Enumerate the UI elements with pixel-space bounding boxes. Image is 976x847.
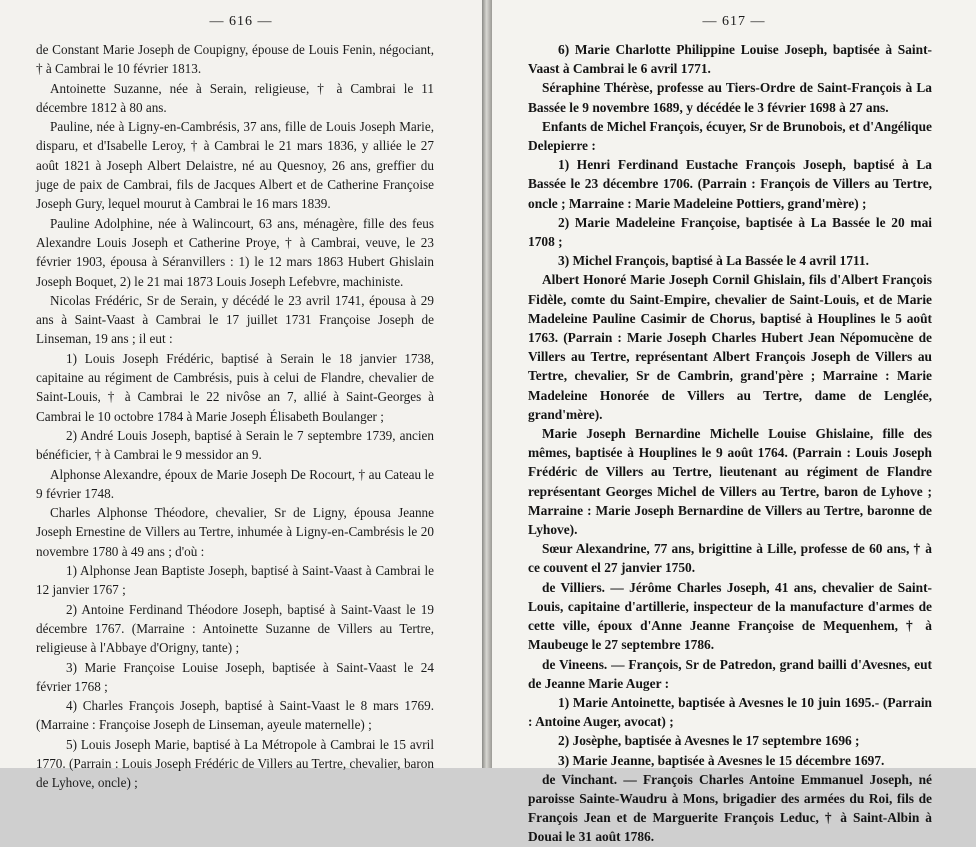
page-number: — 616 — xyxy=(209,14,273,29)
list-item: 2) Josèphe, baptisée à Avesnes le 17 septembre 1696 ; xyxy=(558,733,860,749)
page-text xyxy=(36,40,434,793)
paragraph: Albert Honoré Marie Joseph Cornil Ghislain, fils d'Albert François Fidèle, comte du Saint-Empire, chevalier de Saint-Louis, et de Marie Madeleine Pauline Casimir de Chorus, baptisé à Houplines le 5 août 1763. (Parrain : Marie Joseph Charles Hubert Jean Népomucène de Villers au Tertre, représentant Albert François Joseph de Villers au Tertre, chevalier, Sr de Cambrin, grand'père ; Marraine : Marie Madeleine Honorée de Villers au Tertre, dame de Lenglée, grand'mère). xyxy=(528,272,932,422)
paragraph: Marie Joseph Bernardine Michelle Louise Ghislaine, fille des mêmes, baptisée à Houplines le 9 août 1764. (Parrain : Louis Joseph Frédéric de Villers au Tertre, lieutenant au régiment de Flandre représentant Georges Michel de Villers au Tertre, baron de Lyhove ; Marraine : Marie Joseph Bernardine de Villers au Tertre, baronne de Lyhove). xyxy=(528,426,932,538)
paragraph: Enfants de Michel François, écuyer, Sr de Brunobois, et d'Angélique Delepierre : xyxy=(528,118,932,154)
paragraph: de Vinchant. — François Charles Antoine Emmanuel Joseph, né paroisse Sainte-Waudru à Mons, brigadier des armées du Roi, fils de François Jean et de Marguerite François Leduc, † à Saint-Albin à Douai le 31 août 1786. xyxy=(528,771,932,845)
paragraph: de Constant Marie Joseph de Coupigny, épouse de Louis Fenin, négociant, † à Cambrai le 10 février 1813. xyxy=(36,42,434,77)
page-number: — 617 — xyxy=(702,14,766,29)
page-text xyxy=(528,40,932,847)
paragraph: Pauline, née à Ligny-en-Cambrésis, 37 ans, fille de Louis Joseph Marie, disparu, et d'Isabelle Leroy, † à Cambrai le 21 mars 1836, y alliée le 27 août 1821 à Joseph Albert Delaistre, né au Quesnoy, 26 ans, greffier du juge de paix de Cambrai, fils de Jacques Albert et de Catherine Françoise Joseph Gury, lequel mourut à Cambrai le 16 mars 1839. xyxy=(36,119,434,212)
list-item: 3) Marie Françoise Louise Joseph, baptisée à Saint-Vaast le 24 février 1768 ; xyxy=(36,659,434,694)
book-gutter xyxy=(482,0,492,768)
right-page xyxy=(492,0,976,845)
paragraph: Charles Alphonse Théodore, chevalier, Sr de Ligny, épousa Jeanne Joseph Ernestine de Villers au Tertre, inhumée à Ligny-en-Cambrésis le 20 novembre 1780 à 49 ans ; d'où : xyxy=(36,505,434,559)
list-item: 6) Marie Charlotte Philippine Louise Joseph, baptisée à Saint-Vaast à Cambrai le 6 avril 1771. xyxy=(528,42,932,77)
paragraph: Sœur Alexandrine, 77 ans, brigittine à Lille, professe de 60 ans, † à ce couvent el 27 janvier 1750. xyxy=(528,541,932,576)
list-item: 1) Henri Ferdinand Eustache François Joseph, baptisé à La Bassée le 23 décembre 1706. (Parrain : François de Villers au Tertre, oncle ; Marraine : Marie Madeleine Pottiers, grand'mère) ; xyxy=(528,157,932,211)
list-item: 2) Antoine Ferdinand Théodore Joseph, baptisé à Saint-Vaast le 19 décembre 1767. (Marraine : Antoinette Suzanne de Villers au Tertre, religieuse à l'Abbaye d'Origny, tante) ; xyxy=(36,601,434,656)
paragraph: de Vineens. — François, Sr de Patredon, grand bailli d'Avesnes, eut de Jeanne Marie Auger : xyxy=(528,656,932,691)
list-item: 2) Marie Madeleine Françoise, baptisée à La Bassée le 20 mai 1708 ; xyxy=(528,214,932,250)
list-item: 1) Marie Antoinette, baptisée à Avesnes le 10 juin 1695.- (Parrain : Antoine Auger, avocat) ; xyxy=(528,694,932,730)
paragraph: de Villiers. — Jérôme Charles Joseph, 41 ans, chevalier de Saint-Louis, capitaine d'artillerie, inspecteur de la manufacture d'armes de cette ville, époux d'Anne Jeanne Françoise de Mequenhem, † à Maubeuge le 27 septembre 1786. xyxy=(528,579,932,653)
list-item: 3) Marie Jeanne, baptisée à Avesnes le 15 décembre 1697. xyxy=(558,752,885,768)
list-item: 1) Louis Joseph Frédéric, baptisé à Serain le 18 janvier 1738, capitaine au régiment de Cambrésis, puis à celui de Flandre, chevalier de Saint-Louis, † à Cambrai le 22 nivôse an 7, allié à Saint-Georges à Cambrai le 10 octobre 1784 à Marie Joseph Élisabeth Boulanger ; xyxy=(36,350,434,424)
paragraph: Antoinette Suzanne, née à Serain, religieuse, † à Cambrai le 11 décembre 1812 à 80 ans. xyxy=(36,80,434,115)
left-page xyxy=(0,0,482,791)
paragraph: Séraphine Thérèse, professe au Tiers-Ordre de Saint-François à La Bassée le 9 novembre 1689, y décédée le 3 février 1698 à 27 ans. xyxy=(528,80,932,115)
paragraph: Alphonse Alexandre, époux de Marie Joseph De Rocourt, † au Cateau le 9 février 1748. xyxy=(36,466,434,501)
paragraph: Nicolas Frédéric, Sr de Serain, y décédé le 23 avril 1741, épousa à 29 ans à Saint-Vaast à Cambrai le 17 juillet 1731 Françoise Joseph de Linseman, 19 ans ; il eut : xyxy=(36,292,434,347)
list-item: 1) Alphonse Jean Baptiste Joseph, baptisé à Saint-Vaast à Cambrai le 12 janvier 1767 ; xyxy=(36,563,434,598)
list-item: 2) André Louis Joseph, baptisé à Serain le 7 septembre 1739, ancien bénéficier, † à Cambrai le 9 messidor an 9. xyxy=(36,427,434,463)
paragraph: Pauline Adolphine, née à Walincourt, 63 ans, ménagère, fille des feus Alexandre Louis Joseph et Catherine Proye, † à Cambrai, veuve, le 23 février 1903, épousa à Séranvillers : 1) le 12 mars 1863 Hubert Ghislain Joseph Boquet, 2) le 21 mai 1873 Louis Joseph Lefebvre, machiniste. xyxy=(36,215,434,289)
list-item: 4) Charles François Joseph, baptisé à Saint-Vaast le 8 mars 1769. (Marraine : Françoise Joseph de Linseman, ayeule maternelle) ; xyxy=(36,698,434,733)
list-item: 3) Michel François, baptisé à La Bassée le 4 avril 1711. xyxy=(558,253,869,269)
list-item: 5) Louis Joseph Marie, baptisé à La Métropole à Cambrai le 15 avril 1770. (Parrain : Louis Joseph Frédéric de Villers au Tertre, chevalier, baron de Lyhove, oncle) ; xyxy=(36,736,434,791)
